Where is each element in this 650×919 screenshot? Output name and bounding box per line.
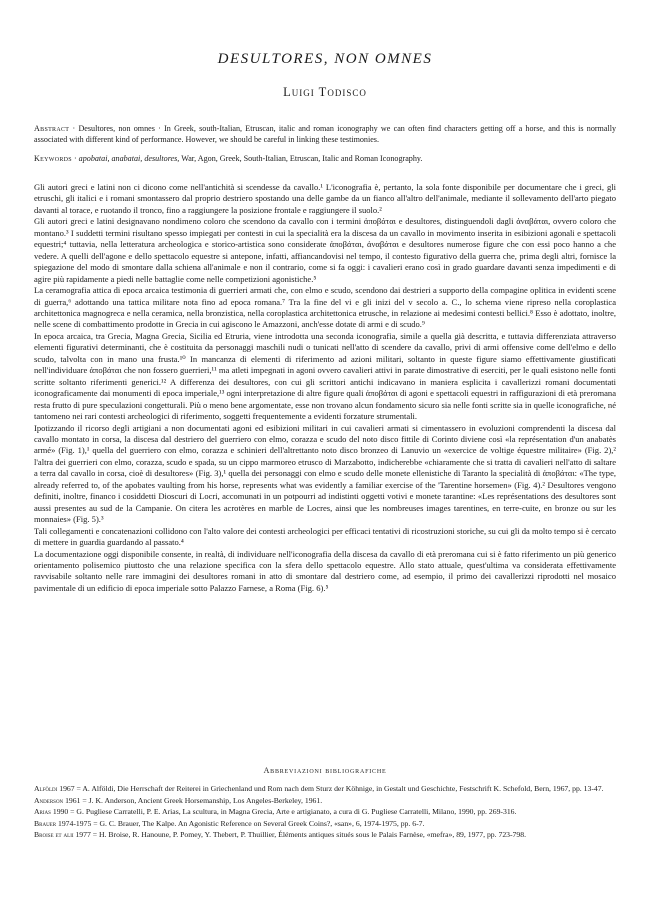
bibliography-entry xyxy=(34,796,616,807)
bibliography-key: Arias 1990 xyxy=(34,807,69,817)
keywords-italic: apobatai, anabatai, desultores, xyxy=(78,154,180,163)
body-text xyxy=(34,182,616,594)
bibliography-key: Broise et alii 1977 xyxy=(34,830,91,840)
paragraph: In epoca arcaica, tra Grecia, Magna Grecia, Sicilia ed Etruria, viene introdotta una seconda iconografia, simile a quella già descritta, e tuttavia differenziata attraverso elementi figurativi determinanti, che è costituita da personaggi maschili nudi o tunicati nell'atto di scendere da cavallo, privi di armi offensive come dell'elmo e dello scudo, talvolta con in mano una frusta.¹⁰ In mancanza di elementi di riferimento ad azioni militari, soltanto in queste figure siamo effettivamente giustificati nell'individuare ἀποβάται che non fossero guerrieri,¹¹ ma atleti impegnati in agoni ovvero cavalieri attivi in parate dimostrative di eserciti, per le quali esistono nelle fonti scritte soltanto riferimenti generici.¹² A differenza dei desultores, con cui gli scrittori antichi indicavano in maniera esplicita i cavallerizzi romani documentati iconograficamente dai monumenti di epoca imperiale,¹³ ogni interpretazione di altre figure quali ἀποβάται di agoni e spettacoli equestri in raffigurazioni di età preromana resta frutto di pure speculazioni congetturali. Più o meno bene argomentate, esse non trovano alcun fondamento sicuro sia nelle fonti scritte sia in quelle iconografiche, né tantomeno nei rari contesti archeologici di riferimento, soggetti frequentemente a evidenti forzature strumentali. xyxy=(34,330,616,422)
bibliography-entry xyxy=(34,784,616,795)
bibliography xyxy=(34,784,616,842)
bibliography-entry xyxy=(34,830,616,841)
paragraph: Ipotizzando il ricorso degli artigiani a non documentati agoni ed esibizioni militari in cui cavalieri armati si cimentassero in evoluzioni comprendenti la discesa dal cavallo montato in corsa, la discesa dal destriero del guerriero con elmo, corazza e scudo del noto disco fittile di Corinto diviene così «la représentation d'un anabatès armé» (Fig. 1),¹ quella del guerriero con elmo, corazza e schinieri dell'altrettanto noto disco bronzeo di Lanuvio un «exercice de voltige équestre militaire» (Fig. 2),² l'altra dei guerrieri con elmo, corazza, scudo e spada, su un cippo marmoreo etrusco di Marzabotto, indicherebbe «chiaramente che si tratta di cavalieri nell'atto di saltare a terra dal cavallo in corsa, cioè di desultores» (Fig. 3),¹ quella dei personaggi con elmo e scudo delle monete ellenistiche di Taranto la specialità di ἀποβάται: «The type, already referred to, of the apobates vaulting from his horse, represents what was evidently a familiar exercise of the 'Tarentine horsemen» (Fig. 4).² Desultores vengono definiti, inoltre, financo i cosiddetti Dioscuri di Locri, accomunati in un potpourri ad indistinti oggetti votivi e monete tarantine: «Les représentations des desultores sont aussi presentes au sud de la Campanie. On citera les acrotères en marble de Locres, ainsi que les nombreuses images tarentines, en terre-cuite, en bronze ou sur les monnaies» (Fig. 5).³ xyxy=(34,422,616,525)
abstract xyxy=(34,123,616,145)
abstract-lead: Abstract xyxy=(34,124,70,133)
article-author: Luigi Todisco xyxy=(283,85,367,99)
bibliography-heading: Abbreviazioni bibliografiche xyxy=(263,766,387,775)
bibliography-key: Alföldi 1967 xyxy=(34,784,75,793)
bibliography-key: Brauer 1974-1975 xyxy=(34,818,92,828)
abstract-text: · Desultores, non omnes · In Greek, south-Italian, Etruscan, italic and roman iconography we can often find characters getting off a horse, and this is normally associated with different kind of performance. However, we should be careful in linking these testimonies. xyxy=(34,124,616,145)
paragraph: Gli autori greci e latini non ci dicono come nell'antichità si scendesse da cavallo.¹ L'iconografia è, pertanto, la sola fonte disponibile per documentare che i greci, gli etruschi, gli italici e i romani smontassero dal proprio destriero spostando una delle gambe da un fianco all'altro dell'animale, mediante il sollevamento dell'arto piegato davanti al torace, e ruotando il tronco, fino a raggiungere la posizione frontale e raggiungere il suolo.² xyxy=(34,182,616,215)
paragraph: Gli autori greci e latini designavano nondimeno coloro che scendono da cavallo con i termini ἀποβάται e desultores, distinguendoli dagli ἀναβάται, ovvero coloro che montano.³ I suddetti termini risultano spesso impiegati per contesti in cui la specialità era la discesa da un cavallo in movimento inserita in esibizioni agonali e spettacoli equestri;⁴ tuttavia, nella letteratura archeologica e storico-artistica sono considerate ἀποβάται, ἀναβάται e desultores numerose figure che con essi poco hanno a che vedere. A quelli dell'agone e dello spettacolo equestre si antepone, infatti, affiancandovisi nel tempo, il contesto figurativo della guerra che, prima degli altri, fornisce la spiegazione del modo di smontare dalla schiena all'animale e non il contrario, come si fa oggi: i cavalieri erano così in grado guardare davanti senza impedimenti e di agire più rapidamente a piedi nelle battaglie come nelle competizioni agonistiche.⁵ xyxy=(34,216,616,284)
paragraph: La ceramografia attica di epoca arcaica testimonia di guerrieri armati che, con elmo e scudo, scendono dai destrieri a supporto della compagine oplitica in evidenti scene di guerra,⁶ adottando una tattica militare nota fino ad epoca romana.⁷ Tra la fine del vi e gli inizi del v secolo a. C., lo schema viene ripreso nella coroplastica architettonica magnogreca e nella ceramica, nella bronzistica, nella coroplastica architettonica etrusche, in relazione ai medesimi contesti bellici.⁸ Esso è adottato, inoltre, nelle scene di combattimento prodotte in Grecia in cui agiscono le Amazzoni, anch'esse dotate di armi e di scudo.⁹ xyxy=(34,285,616,330)
bibliography-text: = A. Alföldi, Die Herrschaft der Reiterei in Griechenland und Rom nach dem Sturz der Köhnige, in Gestalt und Geschichte, Festschrift K. Schefold, Bern, 1967, pp. 13-47. xyxy=(74,784,604,793)
bibliography-text: = G. C. Brauer, The Kalpe. An Agonistic Reference on Several Greek Coins?, «san», 6, 1974-1975, pp. 6-7. xyxy=(91,818,425,828)
bibliography-entry xyxy=(34,819,616,830)
bibliography-text: = G. Pugliese Carratelli, P. E. Arias, La scultura, in Magna Grecia, Arte e artigianato, a cura di G. Pugliese Carratelli, Milano, 1990, pp. 269-316. xyxy=(68,807,517,817)
bibliography-text: = H. Broise, R. Hanoune, P. Pomey, Y. Thebert, P. Thuillier, Éléments antiques situés sous le Palais Farnèse, «mefra», 89, 1977, pp. 723-798. xyxy=(90,830,527,840)
paragraph: La documentazione oggi disponibile consente, in realtà, di individuare nell'iconografia della discesa da cavallo di età preromana cui si è fatto riferimento un più generico orientamento polisemico piuttosto che una relazione specifica con la sfera dello spettacolo equestre. Allo stato attuale, quest'ultima va considerata effettivamente ravvisabile soltanto nelle rare immagini dei desultores romani in atto di smontare dal destriero come, ad esempio, il primo dei cavallerizzi riprodotti nel mosaico pavimentale di un edificio di epoca imperiale sotto Palazzo Farnese, a Roma (Fig. 6).⁵ xyxy=(34,548,616,593)
keywords xyxy=(34,153,616,164)
bibliography-text: = J. K. Anderson, Ancient Greek Horsemanship, Los Angeles-Berkeley, 1961. xyxy=(80,795,323,805)
article-title: DESULTORES, NON OMNES xyxy=(217,51,433,67)
paragraph: Tali collegamenti e concatenazioni collidono con l'alto valore dei contesti archeologici per efficaci tentativi di ricostruzioni storiche, su cui gli da molto tempo si è cercato di mettere in guardia guardando al passato.⁴ xyxy=(34,525,616,548)
keywords-lead: Keywords xyxy=(34,154,72,163)
bibliography-entry xyxy=(34,807,616,818)
keywords-rest: War, Agon, Greek, South-Italian, Etruscan, Italic and Roman Iconography. xyxy=(179,154,423,163)
keywords-sep: · xyxy=(71,154,79,163)
bibliography-key: Anderson 1961 xyxy=(34,795,81,805)
